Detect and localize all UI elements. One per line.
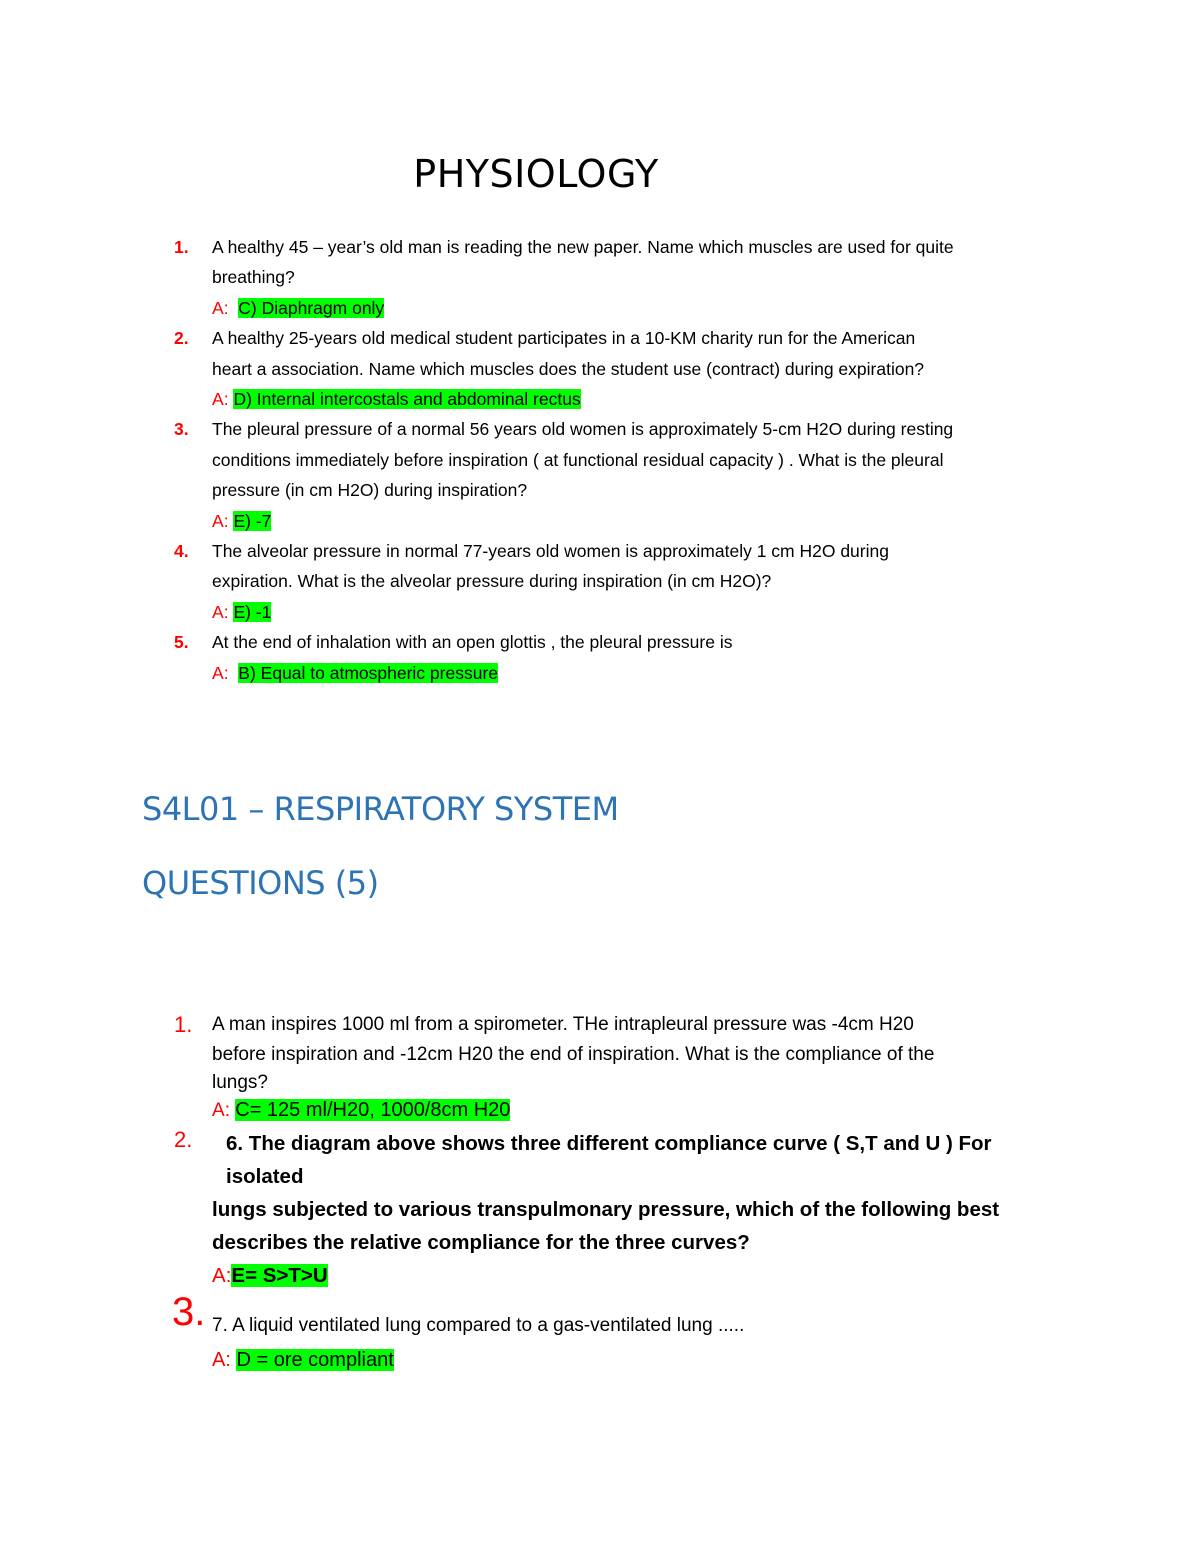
question-number: 2. [174, 328, 189, 349]
answer-label: A [212, 1349, 226, 1371]
question-number: 5. [174, 632, 189, 653]
question-text-line: lungs? [212, 1072, 268, 1093]
answer-line: A: D) Internal intercostals and abdominal rectus [212, 389, 581, 410]
question-number: 3. [174, 419, 189, 440]
question-number: 1. [174, 1012, 193, 1037]
answer-text: C) Diaphragm only [238, 297, 385, 318]
section-heading: S4L01 – RESPIRATORY SYSTEM [142, 790, 619, 828]
question-text-line: describes the relative compliance for the three curves? [212, 1231, 750, 1254]
question-number: 3. [172, 1290, 206, 1334]
section-subheading: QUESTIONS (5) [142, 864, 379, 902]
question-text-line: A healthy 45 – year’s old man is reading the new paper. Name which muscles are used for quite [212, 237, 954, 257]
answer-line: A: C= 125 ml/H20, 1000/8cm H20 [212, 1099, 511, 1121]
physiology-question-list [174, 232, 1064, 688]
question-text-line: A healthy 25-years old medical student participates in a 10-KM charity run for the American [212, 328, 916, 349]
answer-text: E) -7 [233, 510, 272, 531]
question-text-line: heart a association. Name which muscles does the student use (contract) during expiration? [212, 358, 925, 379]
question-item [174, 627, 1064, 688]
question-text-line: 7. A liquid ventilated lung compared to a gas-ventilated lung ..... [212, 1315, 745, 1336]
question-item [174, 536, 1064, 627]
question-text-line: A man inspires 1000 ml from a spirometer. THe intrapleural pressure was -4cm H20 [212, 1014, 914, 1035]
page-title: PHYSIOLOGY [413, 152, 659, 196]
answer-text: B) Equal to atmospheric pressure [238, 662, 499, 683]
answer-label: A [212, 601, 224, 622]
question-item [174, 232, 1064, 323]
answer-line: A: C) Diaphragm only [212, 297, 385, 318]
answer-text: C= 125 ml/H20, 1000/8cm H20 [235, 1099, 511, 1121]
answer-text: D = ore compliant [236, 1349, 394, 1371]
answer-label: A [212, 662, 224, 683]
question-text-line: The pleural pressure of a normal 56 years old women is approximately 5-cm H2O during resting [212, 419, 954, 440]
question-number: 1. [174, 237, 189, 257]
question-number: 4. [174, 541, 189, 562]
question-text-line: At the end of inhalation with an open glottis , the pleural pressure is [212, 632, 733, 653]
answer-label: A [212, 1100, 225, 1121]
answer-line: A:E= S>T>U [212, 1264, 328, 1287]
answer-label: A [212, 389, 224, 410]
question-text-line: expiration. What is the alveolar pressure during inspiration (in cm H2O)? [212, 571, 772, 592]
answer-label: A [212, 297, 224, 318]
question-text-line: The alveolar pressure in normal 77-years old women is approximately 1 cm H2O during [212, 541, 889, 562]
question-text-line: conditions immediately before inspiration ( at functional residual capacity ) . What is the pleural [212, 449, 944, 470]
question-text-line: before inspiration and -12cm H20 the end of inspiration. What is the compliance of the [212, 1044, 935, 1065]
answer-line: A: E) -1 [212, 601, 272, 622]
answer-line: A: E) -7 [212, 510, 272, 531]
question-item [174, 1127, 1064, 1293]
answer-line: A: B) Equal to atmospheric pressure [212, 662, 499, 683]
question-item [174, 1010, 1064, 1125]
answer-label: A [212, 1264, 226, 1287]
question-text-line: breathing? [212, 267, 295, 288]
question-number: 2. [174, 1127, 193, 1152]
answer-text: E) -1 [233, 601, 272, 622]
question-text-line: 6. The diagram above shows three different compliance curve ( S,T and U ) For isolated [226, 1132, 992, 1188]
question-item [172, 1290, 1064, 1377]
answer-line: A: D = ore compliant [212, 1349, 394, 1371]
question-text-line: pressure (in cm H2O) during inspiration? [212, 480, 528, 501]
question-text-line: lungs subjected to various transpulmonary pressure, which of the following best [212, 1198, 1000, 1221]
question-item [174, 414, 1064, 536]
answer-label: A [212, 510, 224, 531]
question-item [174, 323, 1064, 414]
answer-text: D) Internal intercostals and abdominal rectus [233, 389, 581, 410]
answer-text: E= S>T>U [231, 1264, 328, 1287]
respiratory-question-list [174, 1010, 1064, 1377]
